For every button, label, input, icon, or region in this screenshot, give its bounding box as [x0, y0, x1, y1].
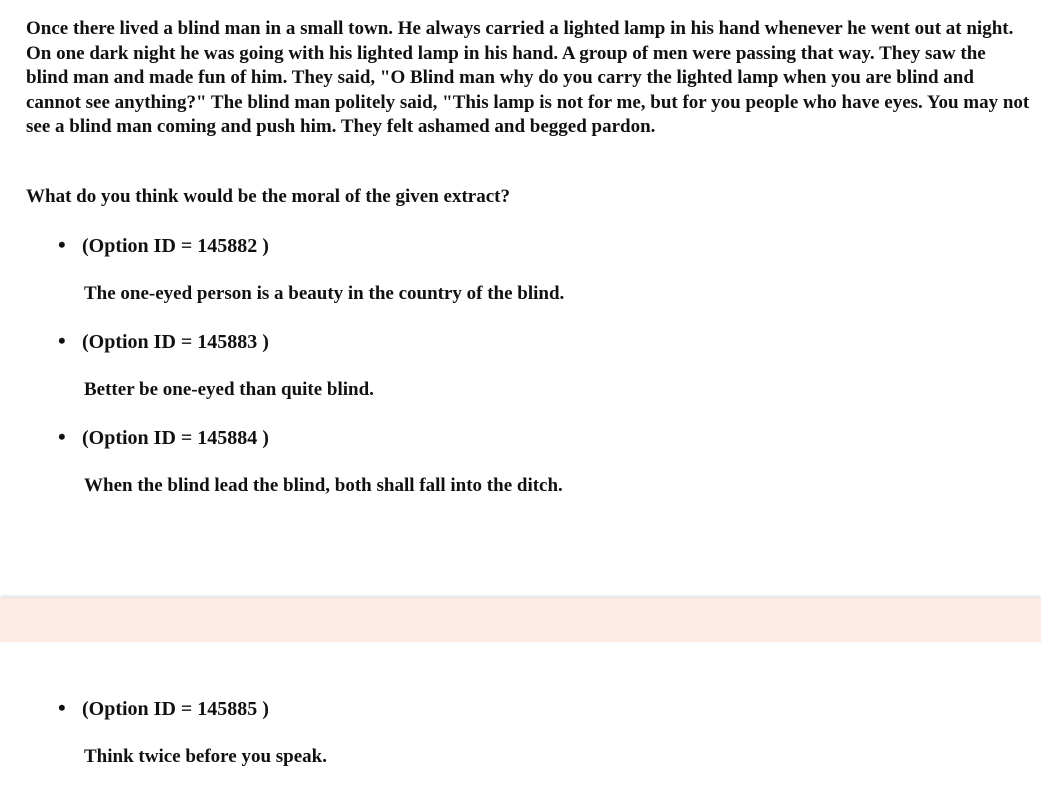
option-id-label: (Option ID = 145885 ) [82, 698, 269, 720]
option-id-row [58, 695, 269, 721]
bullet-icon: • [58, 328, 66, 353]
option-id-row [58, 424, 269, 450]
option-id-label: (Option ID = 145882 ) [82, 235, 269, 257]
option-id-row [58, 232, 269, 258]
page-break-divider [0, 598, 1041, 642]
bullet-icon: • [58, 695, 66, 720]
question-text: What do you think would be the moral of the given extract? [26, 186, 510, 207]
passage-text: Once there lived a blind man in a small town. He always carried a lighted lamp in his hand whenever he went out at night. On one dark night he was going with his lighted lamp in his hand. A group of men were passing that way. They saw the blind man and made fun of him. They said, "O Blind man why do you carry the lighted lamp when you are blind and cannot see anything?" The blind man politely said, "This lamp is not for me, but for you people who have eyes. You may not see a blind man coming and push him. They felt ashamed and begged pardon. [26, 18, 1030, 138]
option-text: When the blind lead the blind, both shall fall into the ditch. [84, 475, 563, 496]
option-id-label: (Option ID = 145884 ) [82, 427, 269, 449]
option-text: Think twice before you speak. [84, 746, 327, 767]
option-text: The one-eyed person is a beauty in the country of the blind. [84, 283, 565, 304]
page-lower-section [0, 642, 1041, 785]
option-id-row [58, 328, 269, 354]
bullet-icon: • [58, 232, 66, 257]
option-id-label: (Option ID = 145883 ) [82, 331, 269, 353]
bullet-icon: • [58, 424, 66, 449]
option-text: Better be one-eyed than quite blind. [84, 379, 374, 400]
